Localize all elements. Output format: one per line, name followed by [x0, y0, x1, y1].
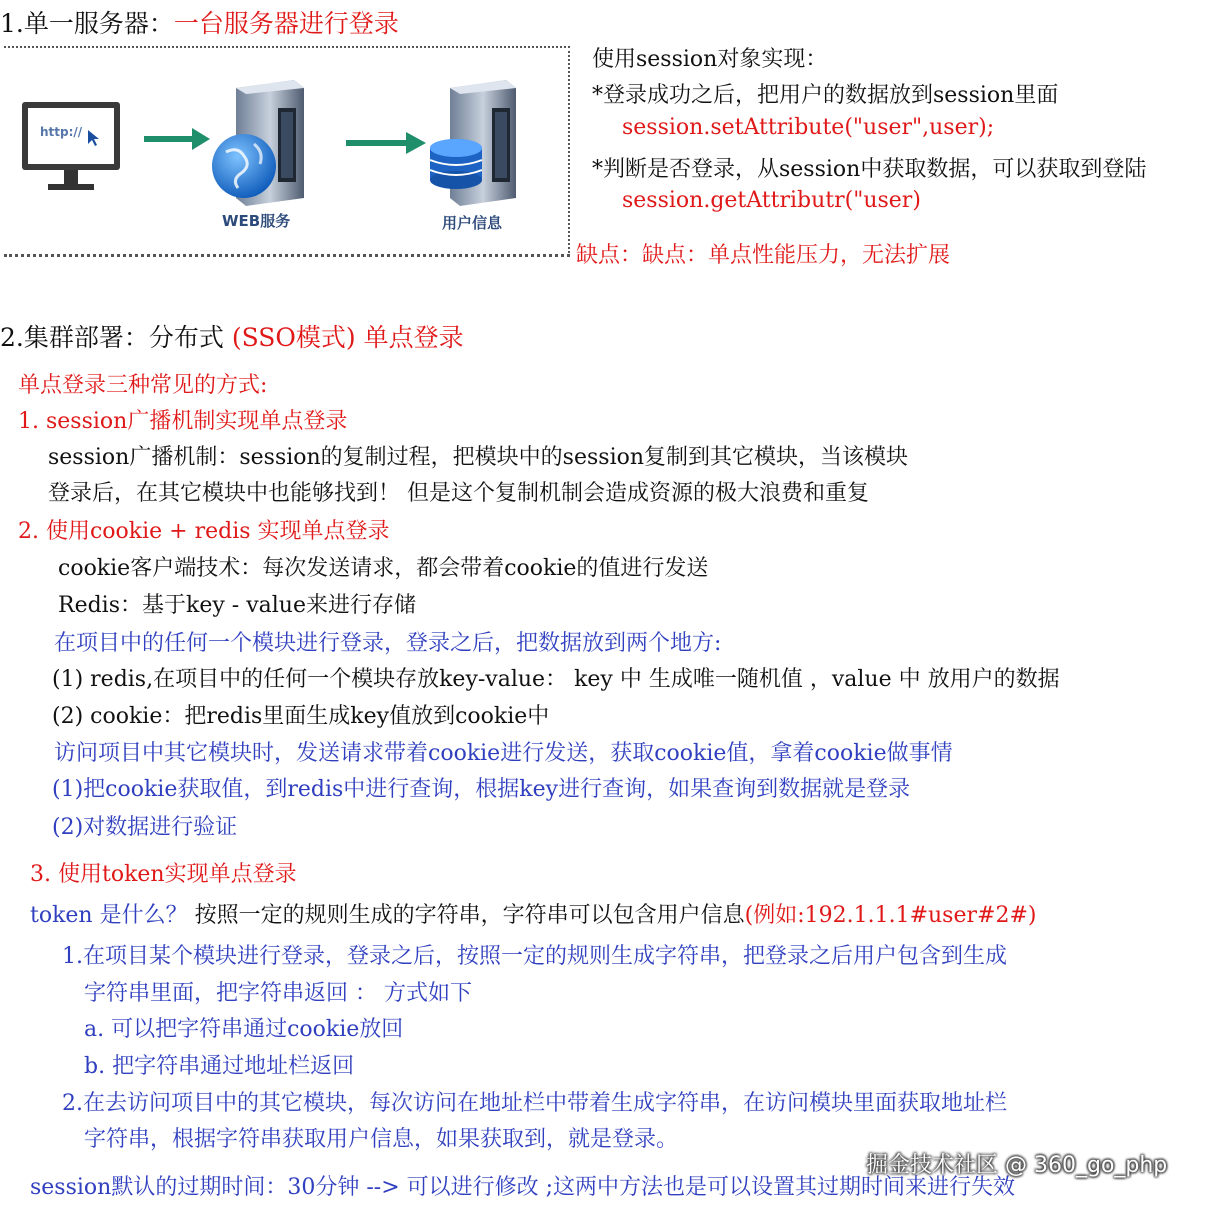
method1-line: 登录后，在其它模块中也能够找到！ 但是这个复制机制会造成资源的极大浪费和重复	[48, 481, 869, 506]
section1-title	[0, 4, 399, 40]
section1-title-red: 一台服务器进行登录	[173, 9, 399, 38]
arrow-icon	[346, 132, 426, 154]
method2-blue-line: 在项目中的任何一个模块进行登录，登录之后，把数据放到两个地方:	[54, 631, 722, 656]
code-line: session.setAttribute("user",user);	[622, 115, 995, 140]
arrow-icon	[144, 128, 210, 150]
token-step: 2.在去访问项目中的其它模块，每次访问在地址栏中带着生成字符串，在访问模块里面获取地址栏	[62, 1091, 1007, 1116]
section2-title-red: (SSO模式) 单点登录	[231, 323, 464, 352]
token-step: 字符串，根据字符串获取用户信息，如果获取到，就是登录。	[84, 1127, 679, 1152]
token-step: b. 把字符串通过地址栏返回	[84, 1054, 355, 1079]
sso-intro: 单点登录三种常见的方式:	[18, 373, 268, 398]
token-example: (例如:192.1.1.1#user#2#)	[744, 903, 1037, 928]
method1-title: 1. session广播机制实现单点登录	[18, 409, 348, 434]
watermark: 掘金技术社区 @ 360_go_php	[866, 1153, 1168, 1178]
method2-line: Redis：基于key - value来进行存储	[58, 593, 416, 618]
section2-title-prefix: 2.集群部署：分布式	[0, 323, 224, 352]
code-line: session.getAttributr("user)	[622, 188, 921, 213]
token-def-text: 按照一定的规则生成的字符串，字符串可以包含用户信息	[194, 903, 745, 928]
web-server-icon	[212, 80, 304, 206]
section2-title	[0, 318, 464, 354]
method1-line: session广播机制：session的复制过程，把模块中的session复制到其它模块，当该模块	[48, 445, 909, 470]
user-info-label: 用户信息	[442, 214, 503, 232]
section1-title-prefix: 1.单一服务器：	[0, 9, 174, 38]
token-step: 1.在项目某个模块进行登录，登录之后，按照一定的规则生成字符串，把登录之后用户包含到生成	[62, 944, 1007, 969]
token-step: a. 可以把字符串通过cookie放回	[84, 1017, 404, 1042]
method2-step: (2) cookie：把redis里面生成key值放到cookie中	[52, 704, 550, 729]
web-service-label: WEB服务	[222, 212, 291, 230]
method2-step: (1) redis,在项目中的任何一个模块存放key-value： key 中 生成唯一随机值 ，value 中 放用户的数据	[52, 667, 1060, 692]
token-question: token 是什么？	[30, 903, 188, 928]
note-line: *登录成功之后，把用户的数据放到session里面	[592, 83, 1059, 108]
method2-blue-line: (1)把cookie获取值，到redis中进行查询，根据key进行查询，如果查询到数据就是登录	[52, 777, 911, 802]
token-definition	[30, 898, 1036, 929]
method2-line: cookie客户端技术：每次发送请求，都会带着cookie的值进行发送	[58, 556, 709, 581]
method2-title: 2. 使用cookie + redis 实现单点登录	[18, 519, 390, 544]
method2-blue-line: 访问项目中其它模块时，发送请求带着cookie进行发送，获取cookie值，拿着cookie做事情	[54, 741, 953, 766]
single-server-diagram	[4, 46, 570, 257]
drawback-text: 缺点：缺点：单点性能压力，无法扩展	[576, 243, 951, 268]
note-line: *判断是否登录，从session中获取数据，可以获取到登陆	[592, 157, 1147, 182]
session-expire-note: session默认的过期时间：30分钟 --> 可以进行修改 ;这两中方法也是可以设置其过期时间来进行失效	[30, 1175, 1016, 1200]
monitor-url-text: http://	[40, 125, 83, 139]
method3-title: 3. 使用token实现单点登录	[30, 862, 297, 887]
method2-blue-line: (2)对数据进行验证	[52, 815, 238, 840]
database-server-icon	[430, 80, 516, 206]
monitor-icon	[22, 102, 120, 190]
token-step: 字符串里面，把字符串返回 ： 方式如下	[84, 981, 472, 1006]
note-line: 使用session对象实现：	[592, 47, 828, 72]
